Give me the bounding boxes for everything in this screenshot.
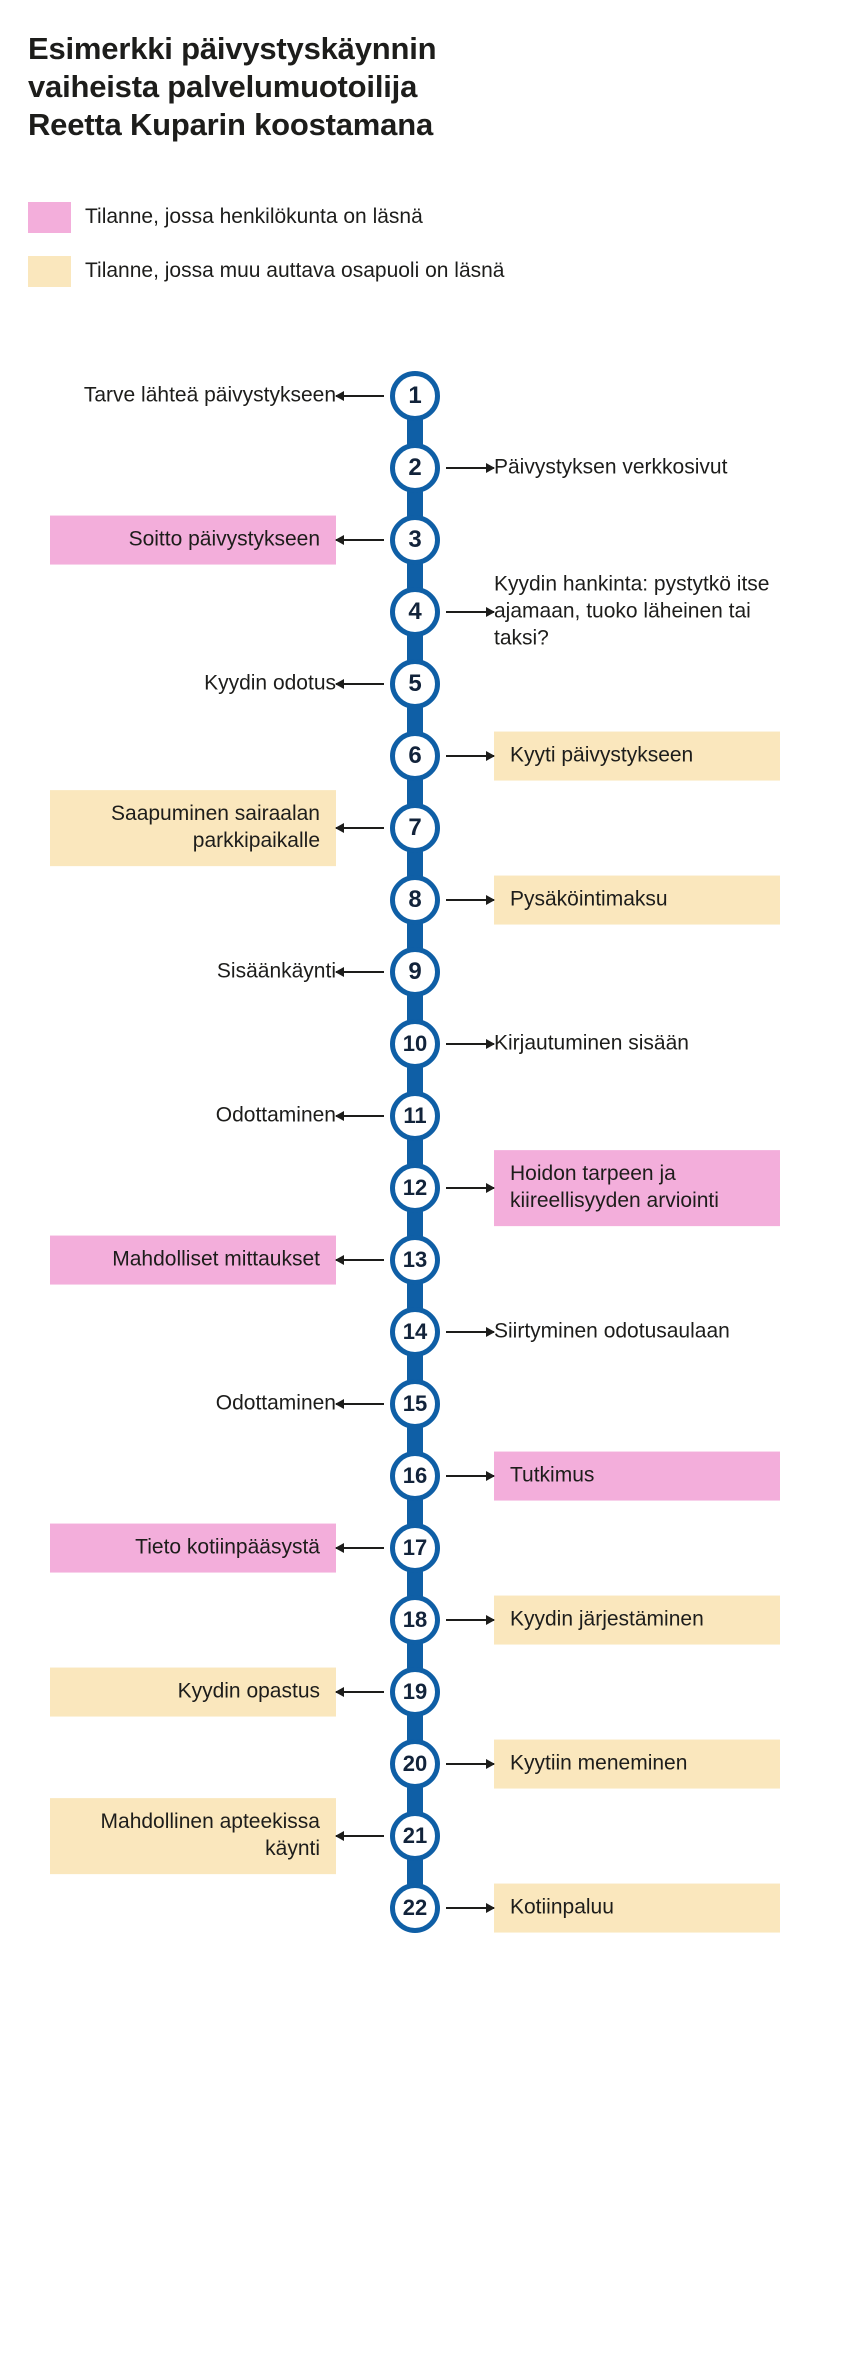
step-label: Päivystyksen verkkosivut: [494, 455, 728, 479]
step-number-node: 14: [390, 1307, 440, 1357]
timeline-step: [0, 1656, 850, 1728]
arrow-head-icon: [486, 1471, 495, 1481]
step-label: Kyyti päivystykseen: [494, 732, 780, 781]
legend-item-staff-present: [28, 200, 728, 234]
arrow-right-icon: [446, 1763, 494, 1765]
arrow-head-icon: [335, 1543, 344, 1553]
timeline-step: [0, 1368, 850, 1440]
arrow-head-icon: [486, 1327, 495, 1337]
arrow-right-icon: [446, 1331, 494, 1333]
arrow-head-icon: [335, 823, 344, 833]
step-label: Tieto kotiinpääsystä: [50, 1524, 336, 1573]
timeline: [0, 360, 850, 1944]
legend-swatch-cream: [28, 256, 71, 287]
timeline-step: [0, 1512, 850, 1584]
arrow-right-icon: [446, 1187, 494, 1189]
step-label: Tutkimus: [494, 1452, 780, 1501]
step-number-node: 19: [390, 1667, 440, 1717]
arrow-head-icon: [486, 1183, 495, 1193]
step-number-node: 20: [390, 1739, 440, 1789]
step-label: Soitto päivystykseen: [50, 516, 336, 565]
arrow-head-icon: [335, 535, 344, 545]
step-number-node: 5: [390, 659, 440, 709]
arrow-head-icon: [335, 391, 344, 401]
step-label: Odottaminen: [215, 1103, 336, 1127]
legend-swatch-pink: [28, 202, 71, 233]
timeline-step: [0, 936, 850, 1008]
timeline-step: [0, 504, 850, 576]
arrow-left-icon: [336, 683, 384, 685]
step-number-node: 8: [390, 875, 440, 925]
step-number-node: 21: [390, 1811, 440, 1861]
step-number-node: 1: [390, 371, 440, 421]
arrow-right-icon: [446, 611, 494, 613]
arrow-head-icon: [335, 1255, 344, 1265]
step-number-node: 10: [390, 1019, 440, 1069]
arrow-head-icon: [486, 751, 495, 761]
step-label: Pysäköintimaksu: [494, 876, 780, 925]
step-number-node: 6: [390, 731, 440, 781]
timeline-step: [0, 1224, 850, 1296]
timeline-step: [0, 1872, 850, 1944]
arrow-head-icon: [335, 1399, 344, 1409]
arrow-head-icon: [486, 895, 495, 905]
arrow-head-icon: [335, 1687, 344, 1697]
arrow-head-icon: [486, 1903, 495, 1913]
legend: [28, 200, 728, 308]
page-title: [28, 30, 668, 144]
page-title-line-3: Reetta Kuparin koostamana: [28, 107, 433, 143]
timeline-step: [0, 1584, 850, 1656]
timeline-step: [0, 1800, 850, 1872]
timeline-step: [0, 1152, 850, 1224]
timeline-steps: [0, 360, 850, 1944]
step-label: Kyydin hankinta: pystytkö itse ajamaan, tuoko läheinen tai taksi?: [494, 572, 770, 650]
arrow-left-icon: [336, 1691, 384, 1693]
timeline-step: [0, 360, 850, 432]
timeline-step: [0, 1440, 850, 1512]
arrow-head-icon: [335, 679, 344, 689]
step-number-node: 18: [390, 1595, 440, 1645]
step-label: Mahdolliset mittaukset: [50, 1236, 336, 1285]
arrow-head-icon: [335, 967, 344, 977]
step-number-node: 12: [390, 1163, 440, 1213]
step-label: Odottaminen: [215, 1391, 336, 1415]
arrow-right-icon: [446, 899, 494, 901]
step-label: Kyydin odotus: [204, 671, 336, 695]
legend-label-other-helper: Tilanne, jossa muu auttava osapuoli on läsnä: [85, 259, 505, 282]
arrow-left-icon: [336, 1259, 384, 1261]
page-title-line-2: vaiheista palvelumuotoilija: [28, 69, 418, 105]
step-label: Hoidon tarpeen ja kiireellisyyden arviointi: [494, 1150, 780, 1226]
arrow-right-icon: [446, 1907, 494, 1909]
timeline-step: [0, 572, 850, 650]
step-label: Tarve lähteä päivystykseen: [83, 383, 336, 407]
arrow-left-icon: [336, 1403, 384, 1405]
step-number-node: 2: [390, 443, 440, 493]
timeline-step: [0, 1728, 850, 1800]
arrow-head-icon: [486, 607, 495, 617]
arrow-left-icon: [336, 539, 384, 541]
timeline-step: [0, 792, 850, 864]
step-number-node: 17: [390, 1523, 440, 1573]
step-number-node: 16: [390, 1451, 440, 1501]
step-label: Kyydin opastus: [50, 1668, 336, 1717]
arrow-right-icon: [446, 1043, 494, 1045]
arrow-head-icon: [486, 1759, 495, 1769]
step-number-node: 22: [390, 1883, 440, 1933]
legend-label-staff-present: Tilanne, jossa henkilökunta on läsnä: [85, 205, 423, 228]
step-number-node: 11: [390, 1091, 440, 1141]
arrow-left-icon: [336, 1547, 384, 1549]
step-label: Kirjautuminen sisään: [494, 1031, 689, 1055]
step-label: Kyydin järjestäminen: [494, 1596, 780, 1645]
arrow-head-icon: [335, 1831, 344, 1841]
arrow-head-icon: [486, 463, 495, 473]
arrow-right-icon: [446, 1619, 494, 1621]
arrow-left-icon: [336, 971, 384, 973]
arrow-head-icon: [486, 1615, 495, 1625]
step-label: Saapuminen sairaalan parkkipaikalle: [50, 790, 336, 866]
step-number-node: 15: [390, 1379, 440, 1429]
arrow-left-icon: [336, 395, 384, 397]
timeline-step: [0, 1080, 850, 1152]
arrow-right-icon: [446, 755, 494, 757]
legend-item-other-helper: [28, 254, 728, 288]
step-number-node: 7: [390, 803, 440, 853]
arrow-head-icon: [486, 1039, 495, 1049]
arrow-head-icon: [335, 1111, 344, 1121]
timeline-step: [0, 432, 850, 504]
timeline-step: [0, 1296, 850, 1368]
timeline-step: [0, 648, 850, 720]
arrow-left-icon: [336, 1115, 384, 1117]
timeline-step: [0, 1008, 850, 1080]
timeline-step: [0, 864, 850, 936]
step-label: Kotiinpaluu: [494, 1884, 780, 1933]
arrow-right-icon: [446, 467, 494, 469]
step-label: Siirtyminen odotusaulaan: [494, 1319, 730, 1343]
step-label: Sisäänkäynti: [216, 959, 336, 983]
step-number-node: 4: [390, 587, 440, 637]
arrow-right-icon: [446, 1475, 494, 1477]
arrow-left-icon: [336, 1835, 384, 1837]
timeline-step: [0, 720, 850, 792]
step-number-node: 9: [390, 947, 440, 997]
step-label: Mahdollinen apteekissa käynti: [50, 1798, 336, 1874]
step-number-node: 3: [390, 515, 440, 565]
arrow-left-icon: [336, 827, 384, 829]
step-label: Kyytiin meneminen: [494, 1740, 780, 1789]
page-title-line-1: Esimerkki päivystyskäynnin: [28, 31, 437, 66]
step-number-node: 13: [390, 1235, 440, 1285]
